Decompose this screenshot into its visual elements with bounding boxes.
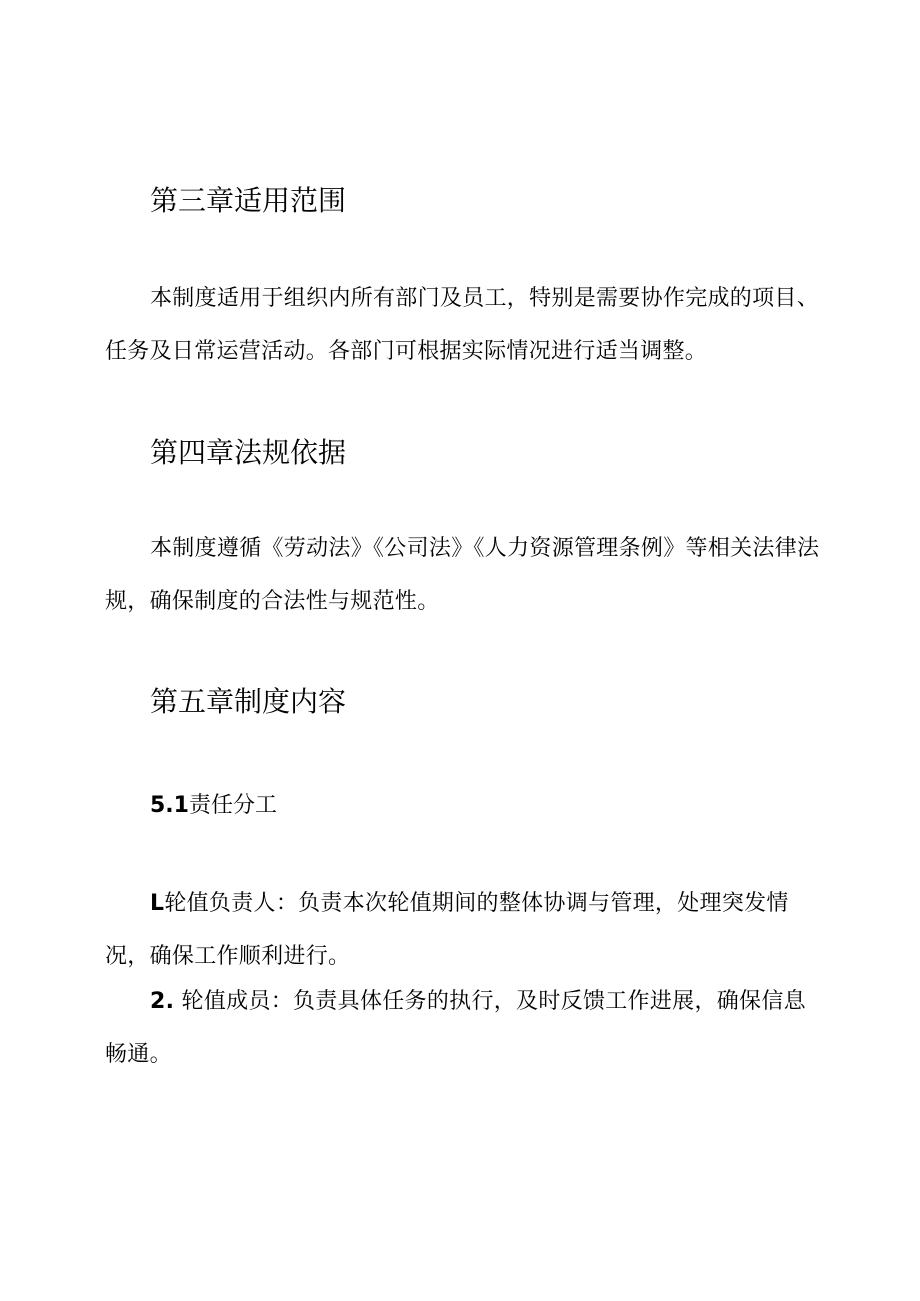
chapter-4-paragraph-text: 本制度遵循《劳动法》《公司法》《人力资源管理条例》等相关法律法规，确保制度的合法性与规范性。 (105, 536, 820, 614)
list-item-2-text: 轮值成员：负责具体任务的执行，及时反馈工作进展，确保信息畅通。 (105, 989, 806, 1067)
list-item-1 (105, 877, 825, 983)
list-item-2-marker: 2. (150, 989, 175, 1014)
subsection-5-1-heading (150, 791, 750, 821)
list-item-1-marker: L (150, 891, 165, 916)
list-item-1-text: 轮值负责人：负责本次轮值期间的整体协调与管理，处理突发情况，确保工作顺利进行。 (105, 891, 789, 969)
chapter-3-paragraph (105, 272, 825, 378)
subsection-title: 责任分工 (188, 793, 277, 818)
chapter-5-heading: 第五章制度内容 (150, 685, 347, 718)
chapter-3-heading: 第三章适用范围 (150, 184, 347, 217)
list-item-2 (105, 975, 825, 1081)
chapter-4-heading: 第四章法规依据 (150, 436, 347, 469)
subsection-number: 5.1 (150, 793, 189, 818)
chapter-4-paragraph (105, 522, 825, 628)
chapter-3-paragraph-text: 本制度适用于组织内所有部门及员工，特别是需要协作完成的项目、任务及日常运营活动。各部门可根据实际情况进行适当调整。 (105, 286, 820, 364)
